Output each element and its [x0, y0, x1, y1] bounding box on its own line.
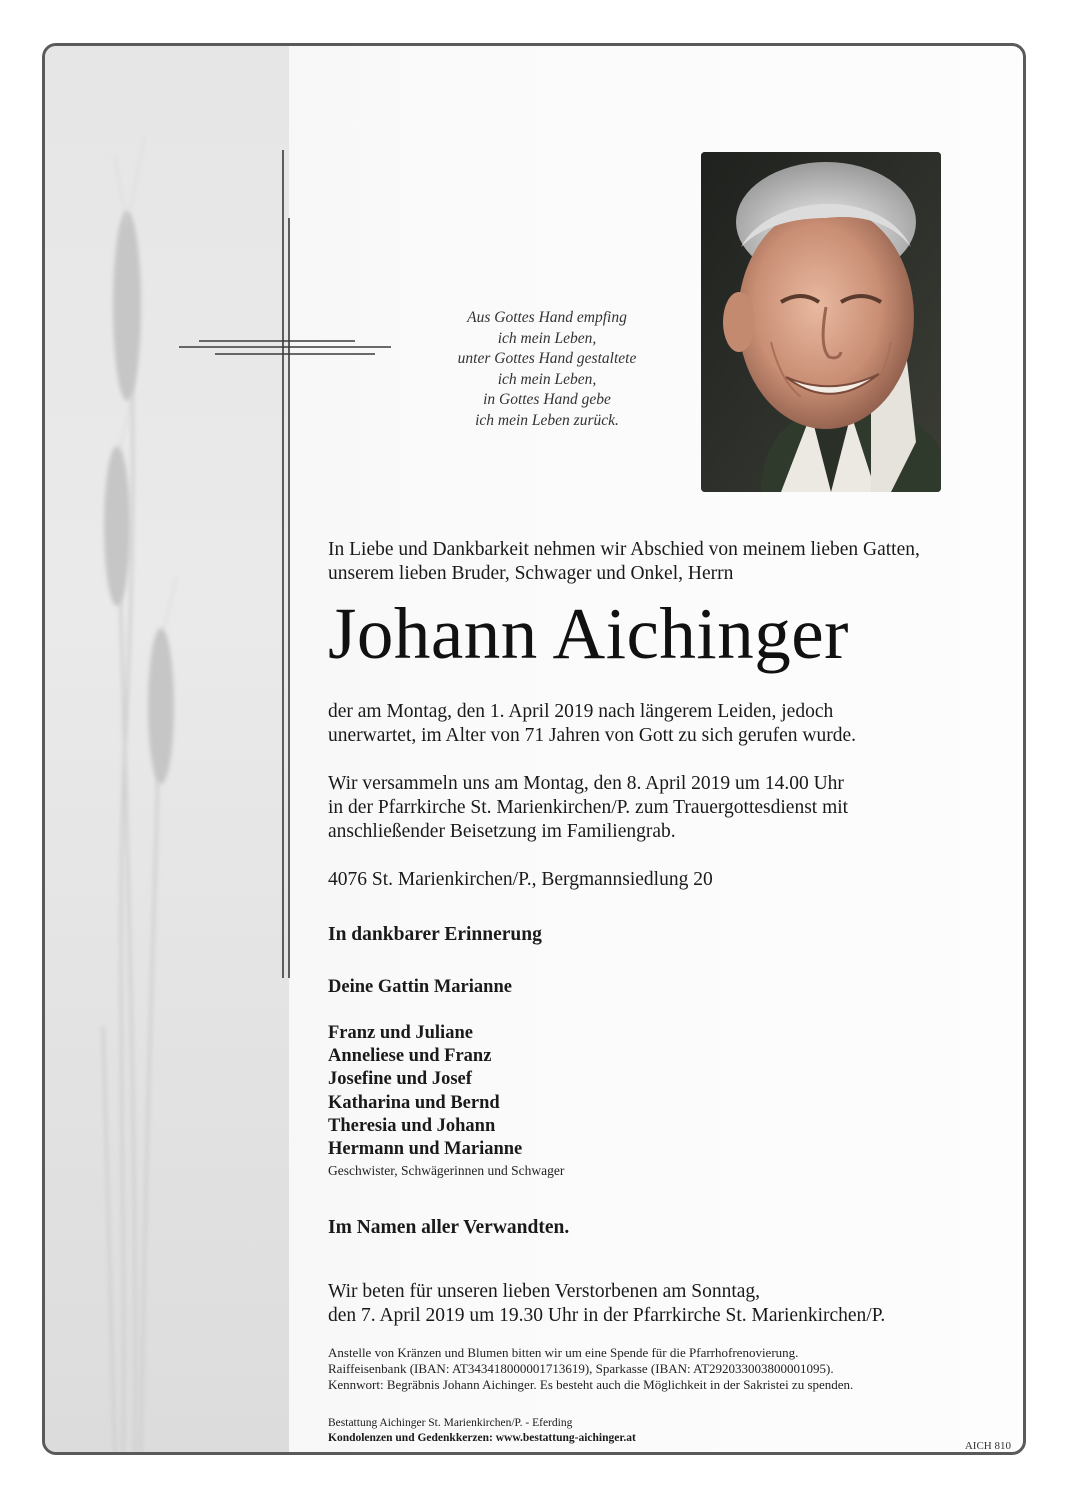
- intro-text: [328, 538, 1008, 586]
- donation-line: Kennwort: Begräbnis Johann Aichinger. Es besteht auch die Möglichkeit in der Sakristei zu spenden.: [328, 1377, 854, 1392]
- prayer-line: Wir beten für unseren lieben Verstorbenen am Sonntag,: [328, 1281, 761, 1302]
- sibling-pair: Hermann und Marianne: [328, 1139, 523, 1160]
- condolences-line: Kondolenzen und Gedenkkerzen: www.bestattung-aichinger.at: [328, 1432, 636, 1444]
- prayer-notice: [328, 1280, 1008, 1328]
- siblings-list: [328, 1022, 1008, 1161]
- funeral-line: Wir versammeln uns am Montag, den 8. April 2019 um 14.00 Uhr: [328, 773, 844, 794]
- siblings-caption: Geschwister, Schwägerinnen und Schwager: [328, 1163, 565, 1178]
- funeral-line: anschließender Beisetzung im Familiengrab.: [328, 821, 676, 842]
- memorial-poem: [417, 308, 677, 431]
- donation-line: Anstelle von Kränzen und Blumen bitten wir um eine Spende für die Pfarrhofrenovierung.: [328, 1345, 799, 1360]
- death-notice-line: unerwartet, im Alter von 71 Jahren von Gott zu sich gerufen wurde.: [328, 725, 856, 746]
- spouse-name: Deine Gattin Marianne: [328, 977, 512, 997]
- donation-line: Raiffeisenbank (IBAN: AT343418000001713619), Sparkasse (IBAN: AT292033003800001095).: [328, 1361, 834, 1376]
- funeral-details: [328, 772, 1008, 844]
- sibling-pair: Theresia und Johann: [328, 1115, 496, 1136]
- obituary-card: [42, 43, 1026, 1455]
- remembrance-heading: In dankbarer Erinnerung: [328, 924, 542, 945]
- poem-line: Aus Gottes Hand empfing: [467, 309, 627, 326]
- poem-line: ich mein Leben,: [497, 329, 597, 347]
- poem-line: ich mein Leben zurück.: [475, 411, 619, 429]
- sibling-pair: Anneliese und Franz: [328, 1046, 492, 1067]
- intro-line: unserem lieben Bruder, Schwager und Onkel, Herrn: [328, 563, 734, 584]
- family-address: 4076 St. Marienkirchen/P., Bergmannsiedlung 20: [328, 869, 713, 890]
- poem-line: in Gottes Hand gebe: [483, 391, 611, 408]
- footer: [328, 1416, 1008, 1446]
- poem-line: ich mein Leben,: [497, 370, 597, 388]
- portrait-image: [701, 152, 941, 492]
- prayer-line: den 7. April 2019 um 19.30 Uhr in der Pfarrkirche St. Marienkirchen/P.: [328, 1305, 886, 1326]
- reference-code: AICH 810: [964, 1440, 1011, 1452]
- sibling-pair: Josefine und Josef: [328, 1069, 472, 1090]
- relatives-line: Im Namen aller Verwandten.: [328, 1217, 570, 1238]
- death-notice-line: der am Montag, den 1. April 2019 nach längerem Leiden, jedoch: [328, 701, 834, 722]
- poem-line: unter Gottes Hand gestaltete: [457, 350, 637, 367]
- undertaker-line: Bestattung Aichinger St. Marienkirchen/P. - Eferding: [328, 1417, 573, 1429]
- intro-line: In Liebe und Dankbarkeit nehmen wir Abschied von meinem lieben Gatten,: [328, 539, 920, 560]
- donation-notice: [328, 1345, 1008, 1393]
- funeral-line: in der Pfarrkirche St. Marienkirchen/P. zum Trauergottesdienst mit: [328, 797, 849, 818]
- death-notice: [328, 700, 1008, 748]
- deceased-portrait-photo: [701, 152, 941, 492]
- sibling-pair: Franz und Juliane: [328, 1023, 473, 1043]
- deceased-name: Johann Aichinger: [328, 593, 849, 674]
- sibling-pair: Katharina und Bernd: [328, 1092, 500, 1113]
